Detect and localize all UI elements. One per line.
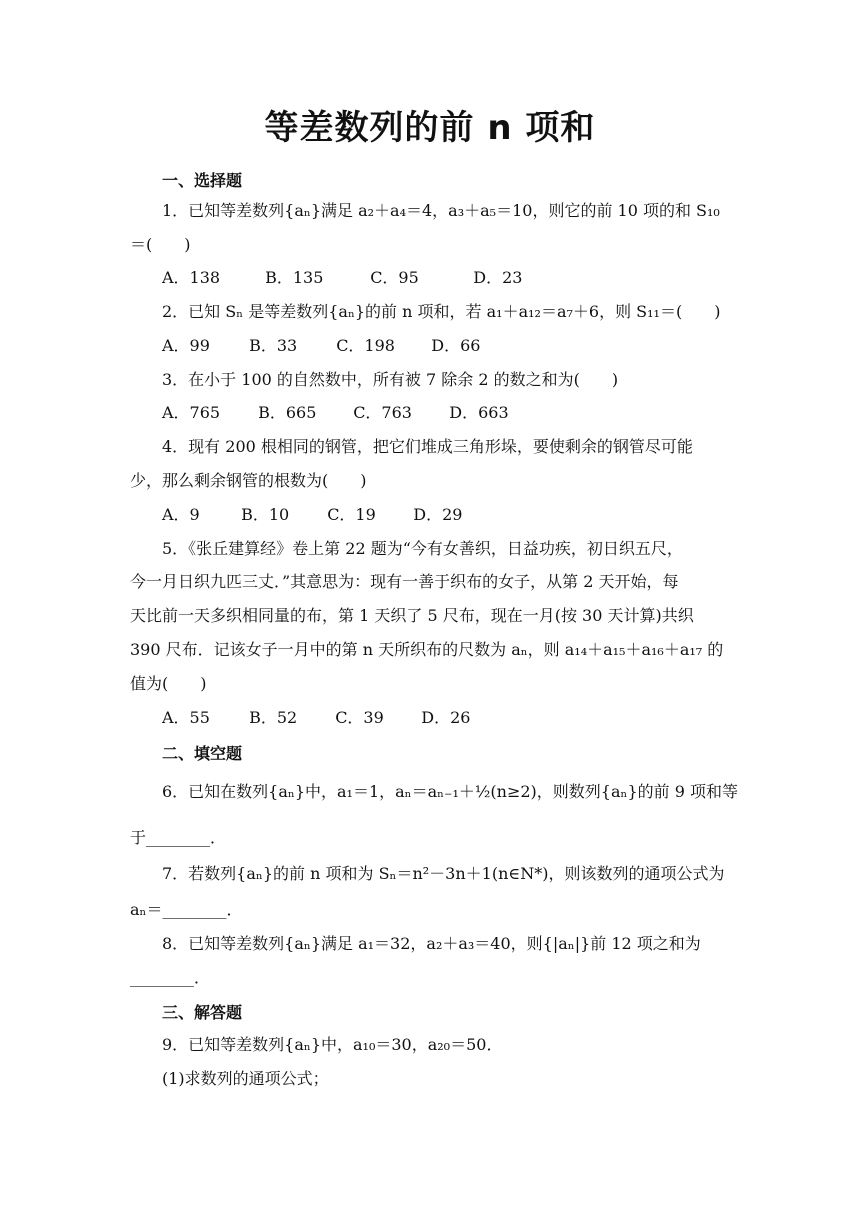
question-7-line-2: aₙ＝________．: [130, 900, 243, 919]
question-5-line-4: 390 尺布．记该女子一月中的第 n 天所织布的尺数为 aₙ，则 a₁₄＋a₁₅＋a₁₆＋a₁₇ 的: [130, 640, 724, 659]
option-c: C．39: [335, 708, 384, 727]
question-2-options: [162, 334, 480, 358]
question-1-line-1: 1．已知等差数列{aₙ}满足 a₂＋a₄＝4，a₃＋a₅＝10，则它的前 10 项的和 S₁₀: [162, 201, 720, 220]
question-3-line-1: 3．在小于 100 的自然数中，所有被 7 除余 2 的数之和为( ): [162, 370, 619, 389]
option-d: D．663: [449, 403, 509, 422]
option-c: C．95: [370, 268, 419, 287]
option-a: A．55: [162, 708, 210, 727]
option-a: A．138: [162, 268, 221, 287]
option-a: A．99: [162, 336, 210, 355]
question-4-line-2: 少，那么剩余钢管的根数为( ): [130, 471, 367, 490]
section-heading-fill: 二、填空题: [162, 744, 243, 763]
option-a: A．765: [162, 403, 221, 422]
option-b: B．10: [241, 505, 290, 524]
question-3-options: [162, 401, 509, 425]
question-9-line-2: (1)求数列的通项公式；: [162, 1069, 329, 1088]
option-b: B．665: [258, 403, 317, 422]
option-b: B．135: [265, 268, 324, 287]
option-d: D．26: [421, 708, 471, 727]
question-6-line-2: 于________．: [130, 828, 227, 847]
question-5-line-2: 今一月日织九匹三丈．”其意思为：现有一善于织布的女子，从第 2 天开始，每: [130, 572, 679, 591]
option-d: D．29: [413, 505, 463, 524]
question-5-line-3: 天比前一天多织相同量的布，第 1 天织了 5 尺布，现在一月(按 30 天计算)共织: [130, 606, 694, 625]
question-9-line-1: 9．已知等差数列{aₙ}中，a₁₀＝30，a₂₀＝50．: [162, 1035, 503, 1054]
option-b: B．52: [249, 708, 298, 727]
section-heading-choice: 一、选择题: [162, 171, 243, 190]
question-6-line-1: 6．已知在数列{aₙ}中，a₁＝1，aₙ＝aₙ₋₁＋½(n≥2)，则数列{aₙ}的前 9 项和等: [162, 782, 738, 801]
section-heading-answer: 三、解答题: [162, 1003, 243, 1022]
option-c: C．763: [353, 403, 412, 422]
question-1-options: [162, 266, 522, 290]
option-a: A．9: [162, 505, 200, 524]
question-2-line-1: 2．已知 Sₙ 是等差数列{aₙ}的前 n 项和，若 a₁＋a₁₂＝a₇＋6，则 S₁₁＝( ): [162, 302, 721, 321]
question-5-line-5: 值为( ): [130, 674, 207, 693]
question-7-line-1: 7．若数列{aₙ}的前 n 项和为 Sₙ＝n²－3n＋1(n∈N*)，则该数列的通项公式为: [162, 864, 725, 883]
question-4-options: [162, 503, 462, 527]
question-5-options: [162, 706, 470, 730]
question-5-line-1: 5．《张丘建算经》卷上第 22 题为“今有女善织，日益功疾，初日织五尺，: [162, 539, 683, 558]
option-b: B．33: [249, 336, 298, 355]
question-4-line-1: 4．现有 200 根相同的钢管，把它们堆成三角形垛，要使剩余的钢管尽可能: [162, 437, 693, 456]
question-8-line-1: 8．已知等差数列{aₙ}满足 a₁＝32，a₂＋a₃＝40，则{|aₙ|}前 12 项之和为: [162, 934, 701, 953]
option-c: C．19: [327, 505, 376, 524]
option-c: C．198: [336, 336, 395, 355]
page-title: 等差数列的前 n 项和: [264, 108, 596, 148]
option-d: D．23: [473, 268, 523, 287]
question-8-line-2: ________．: [130, 968, 211, 987]
question-1-line-2: ＝( ): [130, 235, 191, 254]
option-d: D．66: [431, 336, 481, 355]
